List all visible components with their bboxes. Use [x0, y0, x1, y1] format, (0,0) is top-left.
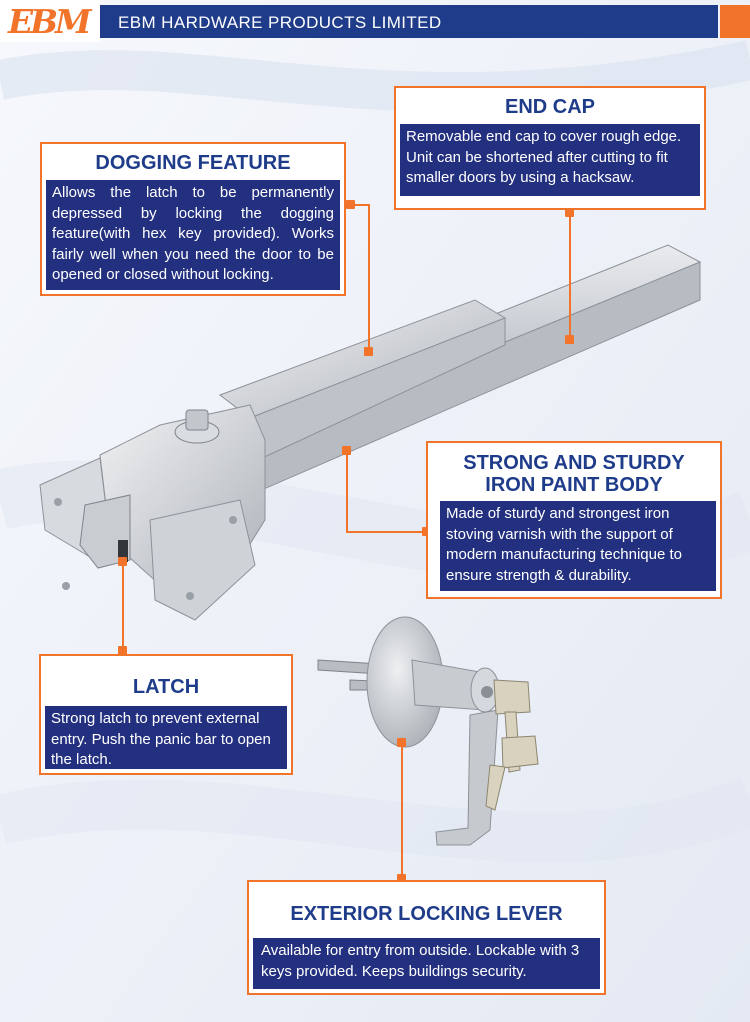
logo-text: EBM — [8, 2, 89, 41]
company-name: EBM HARDWARE PRODUCTS LIMITED — [118, 13, 442, 32]
iron-body-title-line2: IRON PAINT BODY — [485, 474, 663, 496]
latch-description: Strong latch to prevent external entry. Push the panic bar to open the latch. — [45, 706, 287, 769]
latch-connector-v — [122, 560, 124, 650]
callout-latch — [39, 654, 293, 775]
callout-end-cap — [394, 86, 706, 210]
lever-description: Available for entry from outside. Lockable with 3 keys provided. Keeps buildings security. — [253, 938, 600, 989]
body-connector-h — [346, 531, 426, 533]
latch-title: LATCH — [132, 676, 200, 698]
dogging-title: DOGGING FEATURE — [95, 152, 291, 174]
lever-marker-dot — [397, 738, 406, 747]
latch-marker-dot — [118, 557, 127, 566]
body-marker-dot — [342, 446, 351, 455]
dogging-connector-v — [368, 204, 370, 350]
dogging-description: Allows the latch to be permanently depressed by locking the dogging feature(with hex key provided). Works fairly well when you need the door to be opened or closed without locking. — [46, 180, 340, 290]
callout-exterior-locking-lever — [247, 880, 606, 995]
dogging-connector-dot — [346, 200, 355, 209]
end-cap-description: Removable end cap to cover rough edge. Unit can be shortened after cutting to fit smaller doors by using a hacksaw. — [400, 124, 700, 196]
callout-iron-body — [426, 441, 722, 599]
endcap-connector-v — [569, 211, 571, 339]
endcap-marker-dot — [565, 335, 574, 344]
lever-title: EXTERIOR LOCKING LEVER — [290, 903, 563, 925]
iron-body-title-line1: STRONG AND STURDY — [463, 452, 685, 474]
iron-body-description: Made of sturdy and strongest iron stoving varnish with the support of modern manufacturing technique to ensure strength & durability. — [440, 501, 716, 591]
end-cap-title: END CAP — [504, 96, 595, 118]
lever-connector-v — [401, 742, 403, 878]
body-connector-v — [346, 450, 348, 532]
callout-dogging-feature — [40, 142, 346, 296]
dogging-marker-dot — [364, 347, 373, 356]
